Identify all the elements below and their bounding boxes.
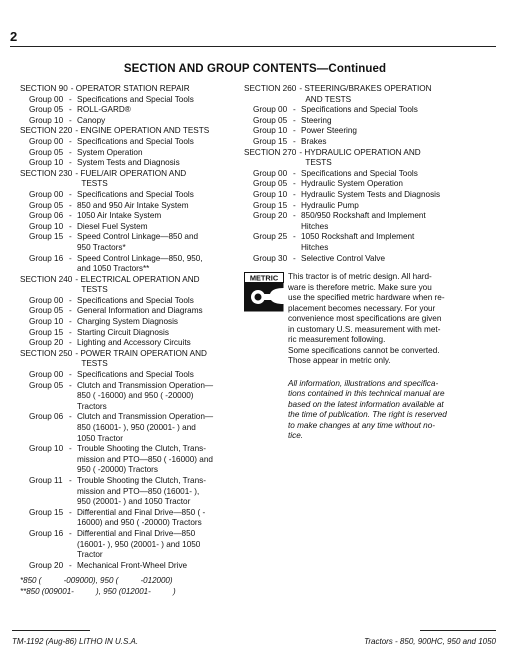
footnotes [20, 576, 242, 596]
group-number: Group 00 [253, 168, 288, 178]
group-dash: - [69, 528, 72, 538]
group-number: Group 10 [29, 115, 64, 125]
section-number: SECTION 250 [20, 348, 73, 358]
group-row [244, 105, 496, 116]
group-title-line: Specifications and Special Tools [301, 105, 418, 115]
section-title-line: - POWER TRAIN OPERATION AND [75, 348, 207, 358]
group-title [77, 306, 242, 317]
section-title [68, 84, 190, 95]
group-number: Group 10 [253, 126, 288, 136]
metric-logo-text: METRIC [249, 273, 279, 283]
note-line: tions contained in this technical manual are [288, 389, 445, 399]
group-title-line: 950 (20001- ) and 1050 Tractor [77, 497, 191, 507]
group-row [20, 222, 242, 233]
group-title-line: Clutch and Transmission Operation— [77, 380, 214, 390]
group-dash: - [69, 444, 72, 454]
group-title [301, 211, 496, 232]
group-row [244, 137, 496, 148]
section-title [72, 169, 186, 190]
footer-publication-code: TM-1192 (Aug-86) LITHO IN U.S.A. [12, 637, 139, 646]
group-number: Group 15 [253, 136, 288, 146]
group-number: Group 05 [253, 115, 288, 125]
group-number: Group 00 [29, 295, 64, 305]
group-title-line: Hydraulic System Operation [301, 179, 403, 189]
section-heading [244, 148, 496, 169]
section-title [72, 126, 209, 137]
group-title-line: Selective Control Valve [301, 253, 386, 263]
metric-text-line: convenience most specifications are given [288, 314, 442, 324]
group-dash: - [69, 232, 72, 242]
left-section-list [20, 84, 242, 571]
section-number: SECTION 240 [20, 274, 73, 284]
group-title-line: Trouble Shooting the Clutch, Trans- [77, 475, 206, 485]
group-title-line: Specifications and Special Tools [77, 295, 194, 305]
group-row [20, 444, 242, 476]
section-title-line: - ENGINE OPERATION AND TESTS [75, 126, 210, 136]
group-title [77, 444, 242, 476]
header-rule [10, 46, 496, 47]
group-title [77, 508, 242, 529]
section-heading [20, 169, 242, 190]
group-title [77, 529, 242, 561]
left-column [20, 84, 242, 597]
group-title [301, 232, 496, 253]
group-dash: - [293, 253, 296, 263]
group-title [301, 179, 496, 190]
section-title-line: - STEERING/BRAKES OPERATION [299, 84, 432, 93]
group-number: Group 20 [29, 338, 64, 348]
group-row [244, 126, 496, 137]
metric-text-line: in customary U.S. measurement with met- [288, 324, 441, 334]
section-block [20, 275, 242, 349]
group-row [244, 232, 496, 253]
note-line: to make changes at any time without no- [288, 420, 435, 430]
footer-rule [12, 630, 90, 631]
section-title-line: - ELECTRICAL OPERATION AND [75, 274, 200, 284]
metric-text-line: Some specifications cannot be converted. [288, 345, 440, 355]
group-number: Group 05 [29, 306, 64, 316]
group-title-line: 950 ( -20000) Tractors [77, 465, 159, 475]
group-title-line: Charging System Diagnosis [77, 317, 179, 327]
group-number: Group 16 [29, 253, 64, 263]
section-title-line: TESTS [81, 359, 108, 369]
group-title [301, 137, 496, 148]
section-title-line: AND TESTS [305, 94, 352, 104]
note-line: All information, illustrations and specifica- [288, 378, 439, 388]
group-dash: - [69, 560, 72, 570]
group-title-line: 1050 Air Intake System [77, 211, 162, 221]
group-title-line: Brakes [301, 136, 327, 146]
group-number: Group 00 [29, 189, 64, 199]
group-title [301, 116, 496, 127]
group-number: Group 00 [29, 370, 64, 380]
group-title-line: (16001- ), 950 (20001- ) and 1050 [77, 539, 201, 549]
group-title-line: Lighting and Accessory Circuits [77, 338, 191, 348]
group-dash: - [69, 158, 72, 168]
footer-rule [420, 630, 496, 631]
group-row [20, 508, 242, 529]
section-title [296, 148, 420, 169]
group-title [77, 211, 242, 222]
section-heading [20, 349, 242, 370]
section-number: SECTION 90 [20, 84, 68, 93]
group-title [77, 370, 242, 381]
group-title-line: System Tests and Diagnosis [77, 158, 180, 168]
group-dash: - [69, 412, 72, 422]
group-row [20, 476, 242, 508]
group-row [20, 190, 242, 201]
group-title-line: Tractor [77, 550, 103, 560]
group-dash: - [293, 200, 296, 210]
group-dash: - [293, 126, 296, 136]
metric-wrench-icon [244, 272, 284, 312]
group-dash: - [69, 317, 72, 327]
group-title [77, 190, 242, 201]
group-dash: - [69, 327, 72, 337]
footnote: *850 ( -009000), 950 ( -012000) [20, 576, 173, 586]
group-title-line: 1050 Rockshaft and Implement [301, 232, 415, 242]
group-number: Group 15 [29, 507, 64, 517]
group-row [20, 412, 242, 444]
metric-notice [244, 272, 496, 367]
group-number: Group 06 [29, 211, 64, 221]
section-title [296, 84, 431, 105]
group-dash: - [69, 115, 72, 125]
group-dash: - [69, 136, 72, 146]
group-row [20, 116, 242, 127]
group-title-line: Differential and Final Drive—850 ( - [77, 507, 206, 517]
group-title-line: Hydraulic System Tests and Diagnosis [301, 189, 441, 199]
right-column [244, 84, 496, 442]
group-title-line: and 1050 Tractors** [77, 264, 150, 274]
section-title [72, 349, 207, 370]
section-number: SECTION 230 [20, 168, 73, 178]
group-title [301, 201, 496, 212]
group-dash: - [293, 211, 296, 221]
group-number: Group 11 [29, 475, 63, 485]
group-title [77, 116, 242, 127]
group-row [20, 201, 242, 212]
group-title-line: Specifications and Special Tools [77, 189, 194, 199]
group-row [20, 370, 242, 381]
group-title-line: Steering [301, 115, 332, 125]
section-number: SECTION 260 [244, 84, 297, 93]
publication-note [244, 379, 496, 442]
group-number: Group 00 [253, 105, 288, 115]
group-title-line: 950 Tractors* [77, 242, 126, 252]
group-title [301, 190, 496, 201]
group-row [244, 201, 496, 212]
section-block [244, 84, 496, 148]
group-dash: - [293, 115, 296, 125]
group-dash: - [69, 200, 72, 210]
group-title [77, 476, 242, 508]
section-title-line: - OPERATOR STATION REPAIR [70, 84, 190, 93]
note-line: tice. [288, 431, 304, 441]
group-dash: - [69, 475, 72, 485]
group-title-line: Speed Control Linkage—850 and [77, 232, 199, 242]
group-row [20, 317, 242, 328]
section-heading [20, 126, 242, 137]
group-number: Group 05 [29, 200, 64, 210]
group-row [20, 529, 242, 561]
group-title-line: 850 and 950 Air Intake System [77, 200, 189, 210]
group-number: Group 30 [253, 253, 288, 263]
group-dash: - [69, 221, 72, 231]
group-title-line: Hitches [301, 221, 329, 231]
footnote: **850 (009001- ), 950 (012001- ) [20, 586, 176, 596]
group-title [77, 381, 242, 413]
section-block [244, 148, 496, 265]
section-title-line: TESTS [81, 285, 108, 295]
group-row [244, 169, 496, 180]
group-title [77, 412, 242, 444]
group-title [77, 561, 242, 572]
group-number: Group 05 [29, 105, 64, 115]
group-number: Group 06 [29, 412, 64, 422]
section-number: SECTION 220 [20, 126, 73, 136]
group-number: Group 20 [253, 211, 288, 221]
note-line: the time of publication. The right is reserved [288, 410, 447, 420]
group-dash: - [69, 295, 72, 305]
section-block [20, 84, 242, 126]
note-line: based on the latest information available at [288, 399, 444, 409]
group-title-line: Mechanical Front-Wheel Drive [77, 560, 188, 570]
group-row [20, 328, 242, 339]
group-title-line: Speed Control Linkage—850, 950, [77, 253, 203, 263]
group-dash: - [69, 105, 72, 115]
section-title-line: - FUEL/AIR OPERATION AND [75, 168, 187, 178]
group-title-line: 850 ( -16000) and 950 ( -20000) [77, 391, 194, 401]
group-number: Group 00 [29, 136, 64, 146]
group-number: Group 20 [29, 560, 64, 570]
metric-text-line: ric measurement following. [288, 335, 386, 345]
group-number: Group 05 [29, 380, 64, 390]
page-title: SECTION AND GROUP CONTENTS—Continued [123, 63, 387, 75]
group-dash: - [293, 136, 296, 146]
group-title-line: Hydraulic Pump [301, 200, 359, 210]
metric-text-line: Those appear in metric only. [288, 356, 391, 366]
group-title-line: Diesel Fuel System [77, 221, 148, 231]
group-row [20, 254, 242, 275]
group-row [244, 254, 496, 265]
group-number: Group 10 [29, 221, 64, 231]
group-title [301, 126, 496, 137]
group-title-line: Tractors [77, 401, 107, 411]
group-row [20, 338, 242, 349]
group-dash: - [293, 179, 296, 189]
group-title-line: ROLL-GARD® [77, 105, 131, 115]
group-title [77, 317, 242, 328]
group-title [77, 296, 242, 307]
group-title-line: Specifications and Special Tools [77, 136, 194, 146]
page-number: 2 [10, 29, 18, 44]
group-title-line: Starting Circuit Diagnosis [77, 327, 169, 337]
group-title-line: mission and PTO—850 (16001- ), [77, 486, 200, 496]
section-block [20, 169, 242, 275]
group-title [77, 95, 242, 106]
group-dash: - [69, 189, 72, 199]
group-number: Group 15 [29, 327, 64, 337]
group-title-line: Specifications and Special Tools [77, 94, 194, 104]
group-number: Group 10 [29, 317, 64, 327]
section-title-line: TESTS [305, 158, 332, 168]
group-dash: - [69, 253, 72, 263]
group-row [244, 116, 496, 127]
group-dash: - [69, 211, 72, 221]
group-row [20, 381, 242, 413]
group-title [301, 105, 496, 116]
group-dash: - [69, 380, 72, 390]
group-number: Group 15 [253, 200, 288, 210]
group-number: Group 25 [253, 232, 288, 242]
group-title-line: Specifications and Special Tools [77, 370, 194, 380]
group-title [77, 232, 242, 253]
section-title-line: TESTS [81, 179, 108, 189]
group-dash: - [69, 147, 72, 157]
group-title [77, 328, 242, 339]
group-title [77, 148, 242, 159]
group-dash: - [69, 507, 72, 517]
group-title [77, 338, 242, 349]
metric-text-line: This tractor is of metric design. All hard- [288, 272, 432, 282]
group-title [301, 169, 496, 180]
group-title-line: Hitches [301, 242, 329, 252]
section-heading [244, 84, 496, 105]
group-row [20, 306, 242, 317]
group-dash: - [69, 94, 72, 104]
group-number: Group 10 [253, 189, 288, 199]
group-number: Group 10 [29, 158, 64, 168]
section-heading [20, 275, 242, 296]
group-dash: - [69, 370, 72, 380]
group-title-line: System Operation [77, 147, 143, 157]
right-section-list [244, 84, 496, 264]
group-title [301, 254, 496, 265]
group-row [20, 232, 242, 253]
group-title [77, 158, 242, 169]
section-block [20, 126, 242, 168]
group-title-line: Trouble Shooting the Clutch, Trans- [77, 444, 206, 454]
group-title-line: Differential and Final Drive—850 [77, 528, 196, 538]
section-number: SECTION 270 [244, 147, 297, 157]
group-row [244, 211, 496, 232]
group-number: Group 00 [29, 94, 64, 104]
group-row [20, 158, 242, 169]
group-title-line: 850/950 Rockshaft and Implement [301, 211, 426, 221]
group-number: Group 15 [29, 232, 64, 242]
group-title [77, 222, 242, 233]
group-dash: - [69, 338, 72, 348]
section-title [72, 275, 199, 296]
group-dash: - [293, 232, 296, 242]
footer-model-list: Tractors - 850, 900HC, 950 and 1050 [364, 637, 496, 646]
group-title-line: 850 (16001- ), 950 (20001- ) and [77, 423, 196, 432]
group-title-line: Clutch and Transmission Operation— [77, 412, 214, 422]
metric-text-line: use the specified metric hardware when re- [288, 293, 445, 303]
group-number: Group 10 [29, 444, 64, 454]
group-row [20, 137, 242, 148]
group-number: Group 05 [29, 147, 64, 157]
group-row [20, 95, 242, 106]
group-dash: - [293, 105, 296, 115]
group-title [77, 105, 242, 116]
group-title [77, 254, 242, 275]
group-row [20, 148, 242, 159]
group-row [244, 179, 496, 190]
group-title-line: General Information and Diagrams [77, 306, 203, 316]
section-title-line: - HYDRAULIC OPERATION AND [299, 147, 421, 157]
group-title-line: 16000) and 950 ( -20000) Tractors [77, 518, 202, 528]
group-dash: - [293, 168, 296, 178]
group-row [20, 105, 242, 116]
group-row [244, 190, 496, 201]
group-row [20, 561, 242, 572]
group-dash: - [69, 306, 72, 316]
metric-text-line: placement becomes necessary. For your [288, 303, 436, 313]
group-title-line: Specifications and Special Tools [301, 168, 418, 178]
group-title-line: Canopy [77, 115, 106, 125]
group-number: Group 16 [29, 528, 64, 538]
metric-text-line: ware is therefore metric. Make sure you [288, 282, 432, 292]
group-dash: - [293, 189, 296, 199]
group-title [77, 137, 242, 148]
group-row [20, 211, 242, 222]
section-heading [20, 84, 242, 95]
group-row [20, 296, 242, 307]
group-title-line: 1050 Tractor [77, 433, 123, 443]
section-block [20, 349, 242, 571]
group-title-line: mission and PTO—850 ( -16000) and [77, 454, 213, 464]
group-title [77, 201, 242, 212]
group-title-line: Power Steering [301, 126, 357, 136]
group-number: Group 05 [253, 179, 288, 189]
